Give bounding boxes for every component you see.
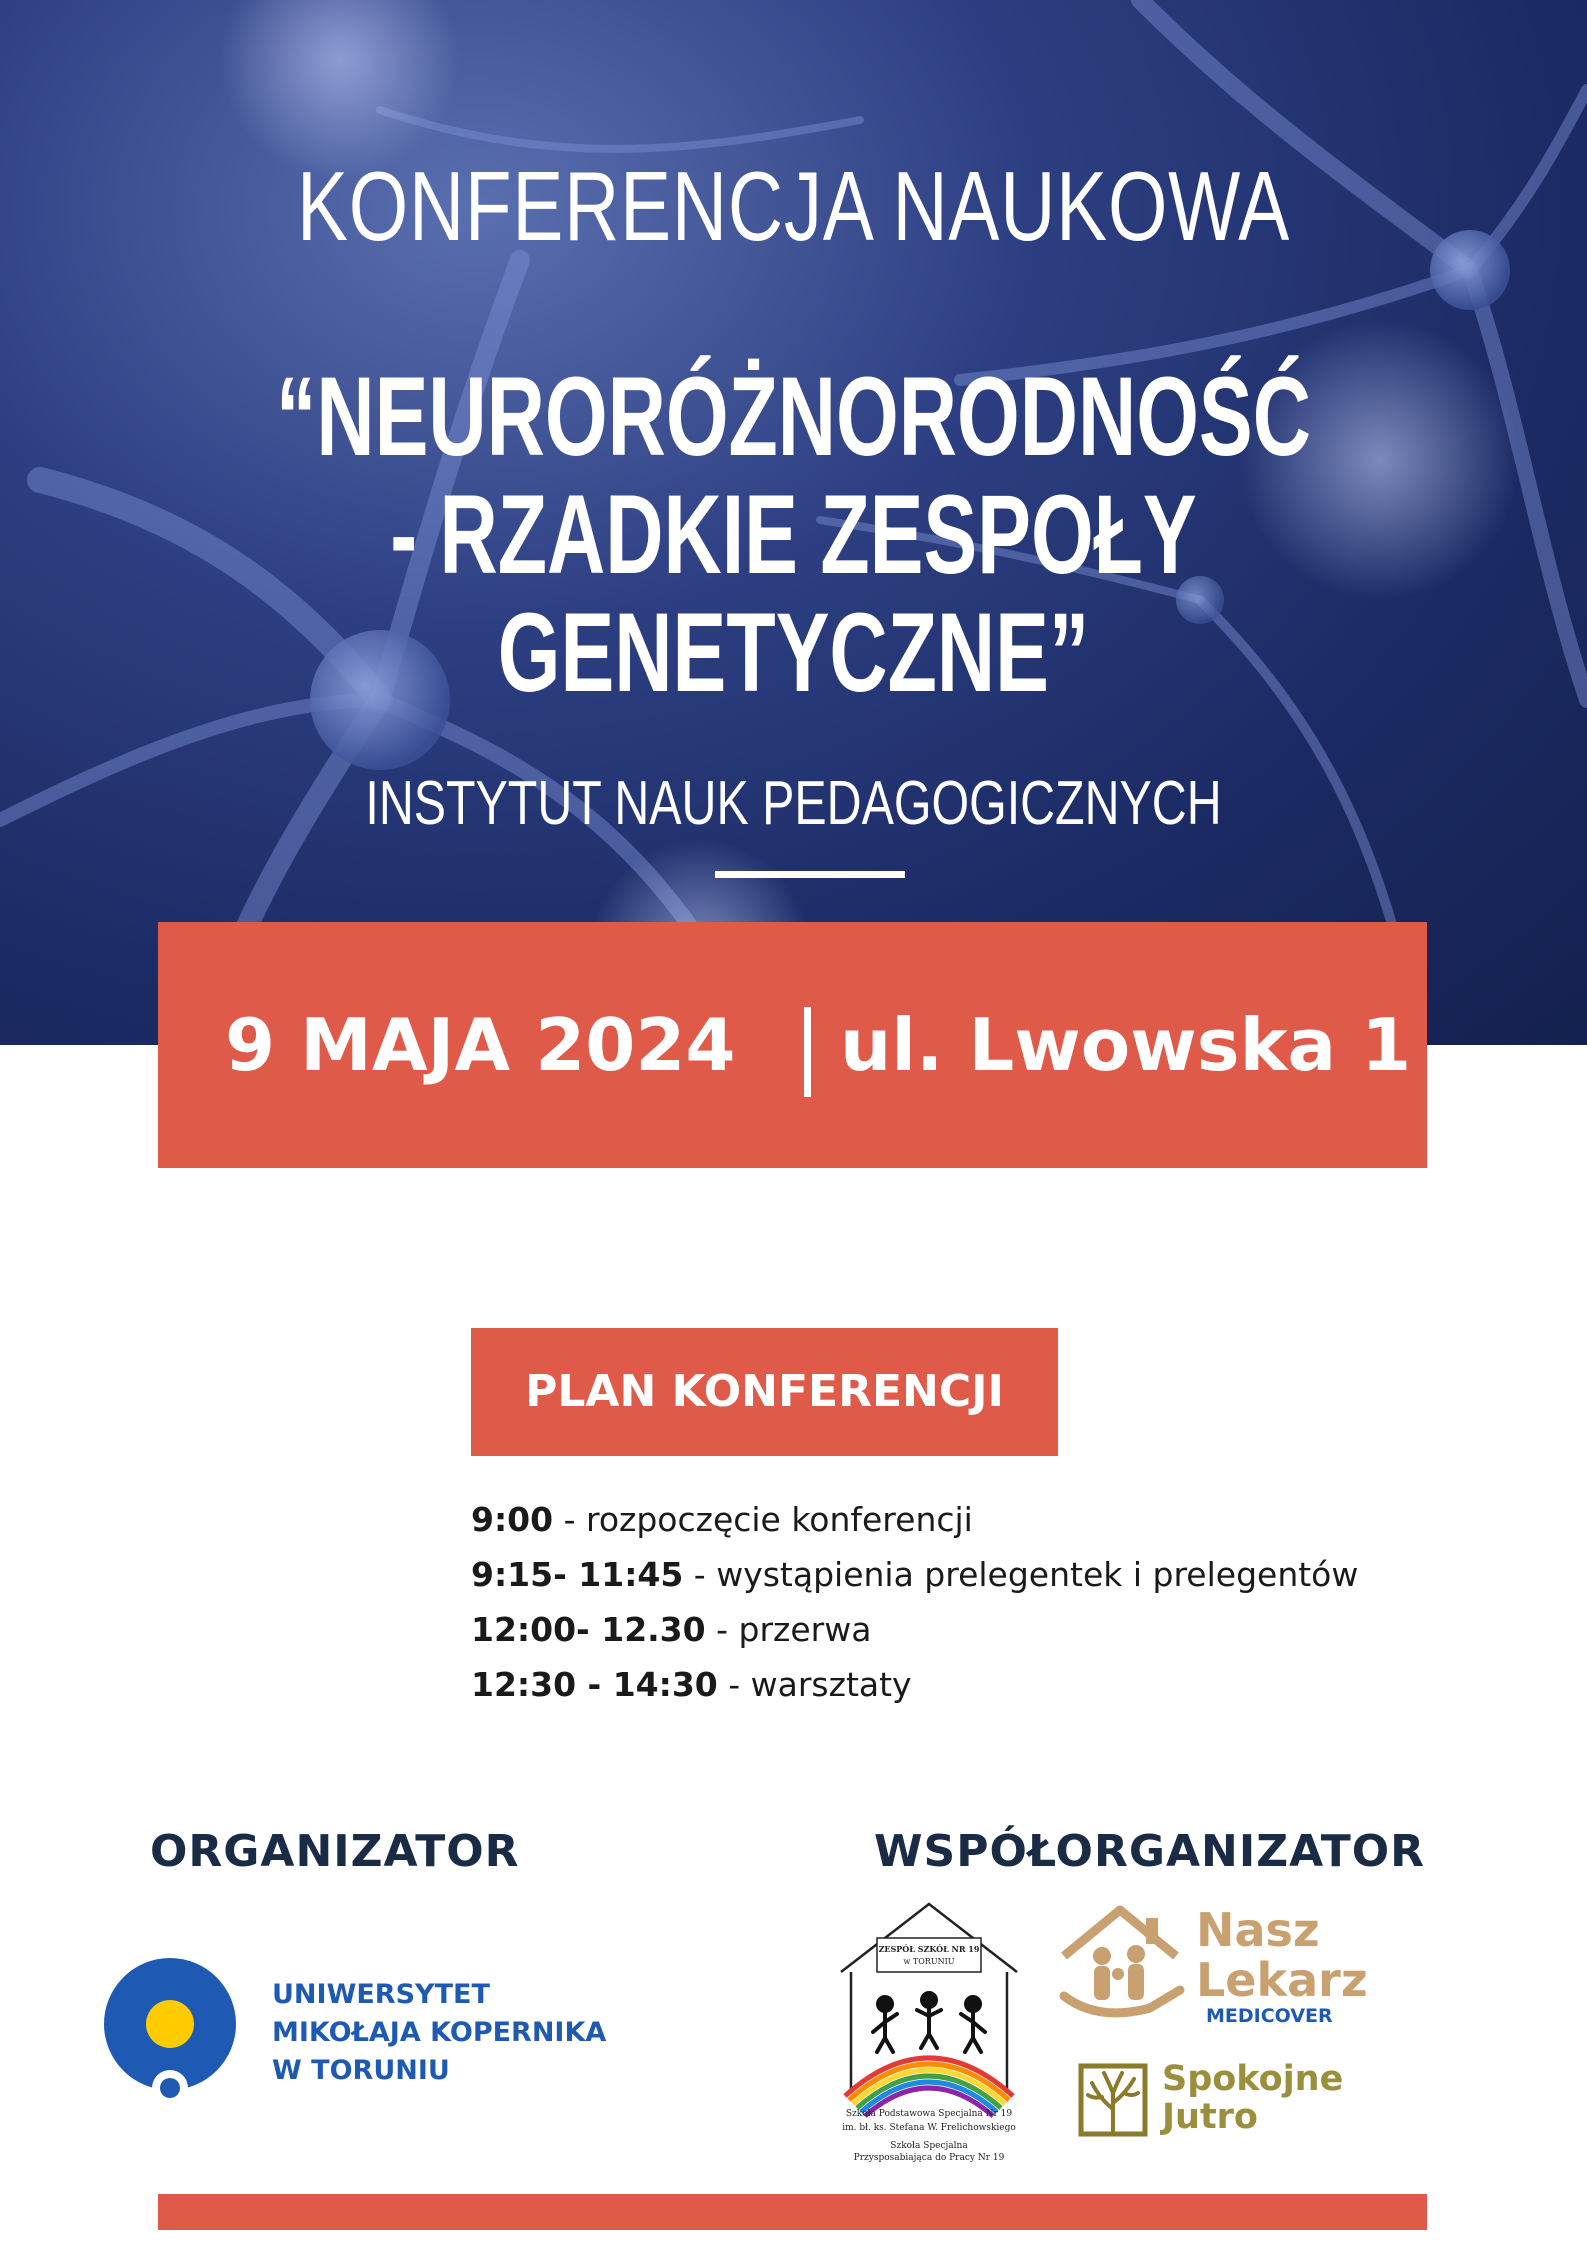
date-address-banner [158,922,1427,1168]
schedule-time: 12:00- 12.30 [471,1610,706,1649]
schedule-desc: - przerwa [705,1610,872,1649]
school-house-logo-icon [837,1900,1021,2178]
schedule-desc: - warsztaty [717,1665,912,1704]
umk-name-line-3: W TORUNIU [272,2055,450,2086]
nasz-lekarz-house-family-icon [1058,1904,1188,2024]
umk-name-line-2: MIKOŁAJA KOPERNIKA [272,2017,607,2048]
banner-separator [804,1007,811,1097]
schedule-item [471,1492,1358,1547]
organizer-heading: ORGANIZATOR [150,1826,520,1877]
title-divider [715,871,905,878]
spokojne-jutro-line-2: Jutro [1162,2097,1258,2137]
school-caption-line-2: im. bł. ks. Stefana W. Frelichowskiego [842,2123,1016,2133]
plan-heading: PLAN KONFERENCJI [471,1328,1058,1456]
hero-background [0,0,1587,1045]
footer-accent-bar [158,2194,1427,2230]
umk-name [272,1976,606,2090]
spokojne-jutro-tree-icon [1078,2063,1148,2137]
schedule-item [471,1547,1358,1602]
nasz-lekarz-name [1196,1905,1368,2005]
nasz-lekarz-line-1: Nasz [1196,1903,1320,1957]
medicover-label: MEDICOVER [1206,2005,1333,2027]
spokojne-jutro-name [1162,2060,1343,2136]
schedule-desc: - wystąpienia prelegentek i prelegentów [683,1555,1359,1594]
event-address: ul. Lwowska 1 [840,1003,1412,1087]
schedule-item [471,1602,1358,1657]
school-caption-line-3: Szkoła Specjalna [890,2141,968,2151]
school-roof-line-1: ZESPÓŁ SZKÓŁ NR 19 [878,1944,980,1954]
umk-name-line-1: UNIWERSYTET [272,1979,490,2010]
title-line-3: GENETYCZNE” [497,590,1090,715]
title-line-2: - RZADKIE ZESPOŁY [390,472,1197,597]
school-caption-line-4: Przysposabiająca do Pracy Nr 19 [853,2153,1005,2163]
nasz-lekarz-line-2: Lekarz [1196,1953,1368,2007]
co-organizer-heading: WSPÓŁORGANIZATOR [874,1826,1426,1877]
institute-name: INSTYTUT NAUK PEDAGOGICZNYCH [365,769,1222,838]
umk-logo-icon [100,1958,240,2108]
title-line-1: “NEURORÓŻNORODNOŚĆ [276,354,1311,479]
conference-kicker: KONFERENCJA NAUKOWA [296,151,1291,261]
schedule-desc: - rozpoczęcie konferencji [553,1500,973,1539]
spokojne-jutro-line-1: Spokojne [1162,2059,1344,2099]
event-date: 9 MAJA 2024 [225,1003,736,1087]
conference-title [222,354,1365,715]
schedule-time: 9:15- 11:45 [471,1555,684,1594]
schedule-item [471,1657,1358,1712]
schedule-time: 12:30 - 14:30 [471,1665,718,1704]
schedule-list [471,1492,1358,1712]
school-caption-line-1: Szkoła Podstawowa Specjalna Nr 19 [845,2109,1013,2119]
school-roof-line-2: w TORUNIU [903,1957,955,1966]
schedule-time: 9:00 [471,1500,554,1539]
